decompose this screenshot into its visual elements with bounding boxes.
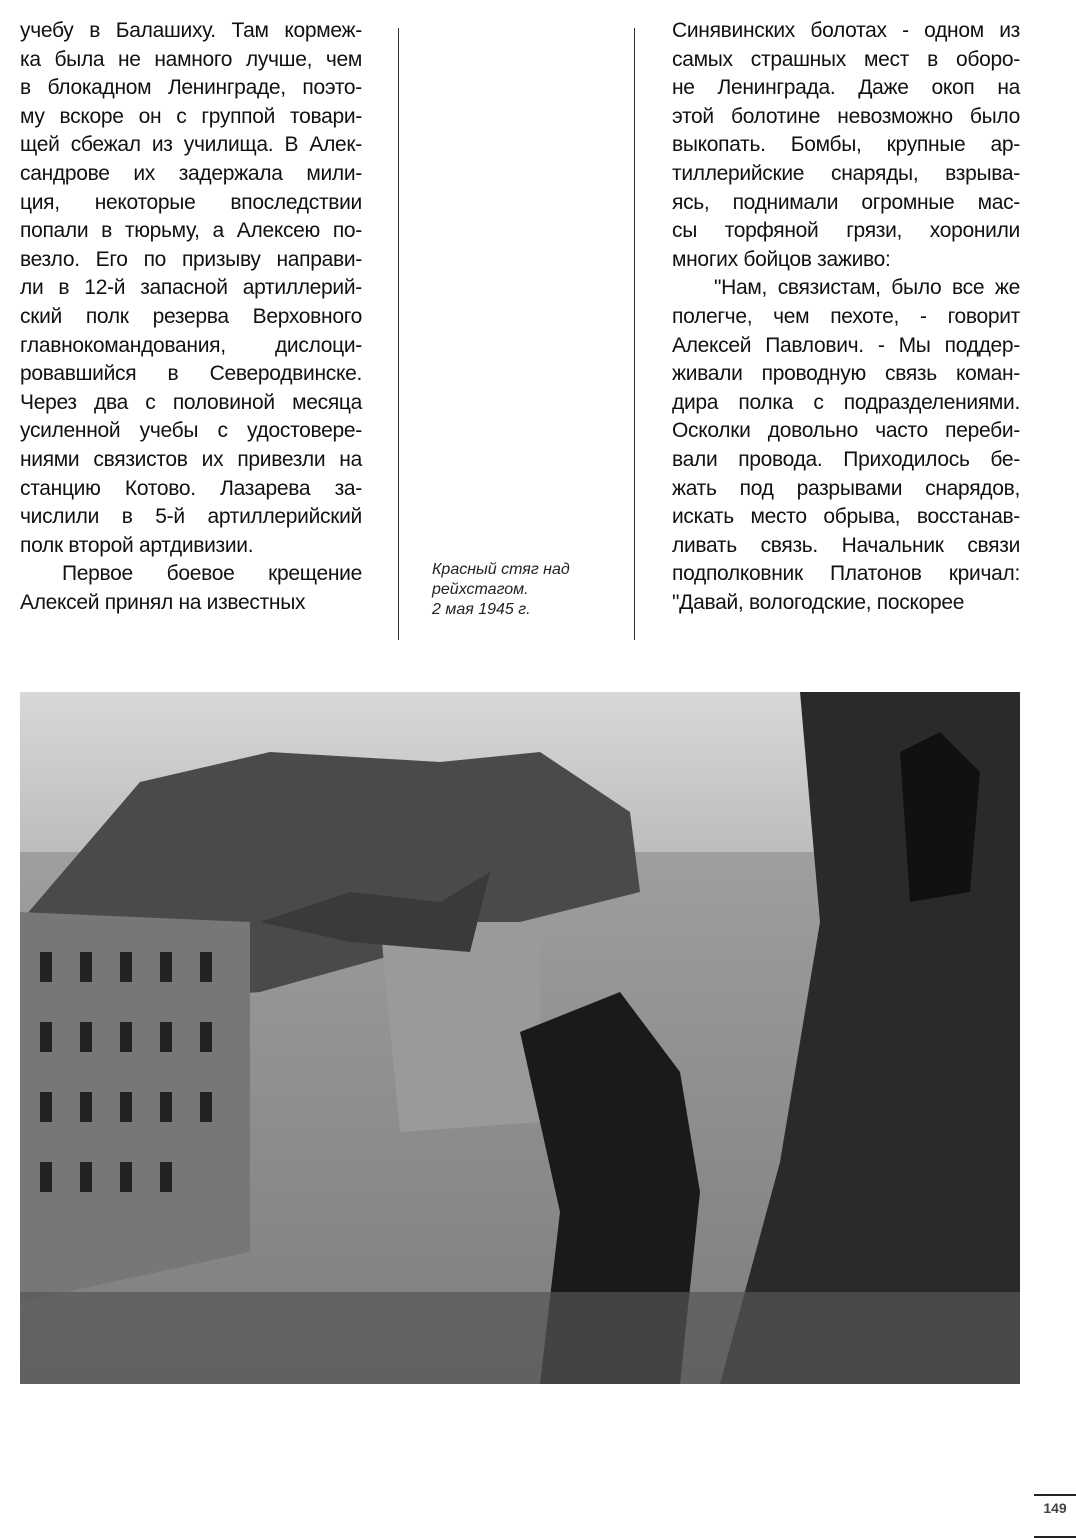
text-line: ский полк резерва Верховного [20,304,362,328]
text-line: ка была не намного лучше, чем [20,47,362,71]
text-line: ясь, поднимали огромные мас- [672,190,1020,214]
page-number-rule-top [1034,1494,1076,1496]
text-line: вали провода. Приходилось бе- [672,447,1020,471]
text-line: не Ленинграда. Даже окоп на [672,76,1020,100]
text-line: ция, некоторые впоследствии [20,190,362,214]
text-line: учебу в Балашиху. Там кормеж- [20,19,362,42]
text-line: искать место обрыва, восстанав- [672,505,1020,529]
text-line: полегче, чем пехоте, - говорит [672,304,1020,328]
text-line: жать под разрывами снарядов, [672,476,1020,500]
photo-caption [432,560,570,620]
text-line: подполковник Платонов кричал: [672,562,1020,586]
text-line: сы торфяной грязи, хоронили [672,219,1020,243]
text-line: сандрове их задержала мили- [20,161,362,185]
text-line: Осколки довольно часто переби- [672,419,1020,443]
text-line: усиленной учебы с удостовере- [20,419,362,443]
text-line: везло. Его по призыву направи- [20,247,362,271]
text-line: самых страшных мест в оборо- [672,47,1020,71]
text-line: Через два с половиной месяца [20,390,362,414]
text-line: ровавшийся в Северодвинске. [20,362,362,386]
text-line: ливать связь. Начальник связи [672,533,1020,557]
text-line: станцию Котово. Лазарева за- [20,476,362,500]
caption-line: Красный стяг над [432,561,570,578]
text-line: этой болотине невозможно было [672,104,1020,128]
column-divider-left [398,28,399,640]
text-line: "Давай, вологодские, поскорее [672,590,965,614]
page-number: 149 [1043,1500,1067,1516]
column-divider-right [634,28,635,640]
text-line: тиллерийские снаряды, взрыва- [672,161,1020,185]
left-text-column [20,17,362,617]
text-line: главнокомандования, дислоци- [20,333,362,357]
right-text-column [672,17,1020,617]
text-line: числили в 5-й артиллерийский [20,505,362,529]
text-line: Первое боевое крещение [62,562,362,586]
text-line: "Нам, связистам, было все же [714,276,1020,300]
text-line: му вскоре он с группой товари- [20,104,362,128]
text-line: ли в 12-й запасной артиллерий- [20,276,362,300]
text-line: многих бойцов заживо: [672,247,891,271]
text-line: полк второй артдивизии. [20,533,254,557]
text-line: дира полка с подразделениями. [672,390,1020,414]
text-line: щей сбежал из училища. В Алек- [20,133,362,157]
text-line: выкопать. Бомбы, крупные ар- [672,133,1020,157]
caption-line: рейхстагом. [432,581,529,598]
text-line: в блокадном Ленинграде, поэто- [20,76,362,100]
caption-line: 2 мая 1945 г. [432,601,531,618]
text-line: попали в тюрьму, а Алексею по- [20,219,362,243]
text-line: Алексей Павлович. - Мы поддер- [672,333,1020,357]
text-line: живали проводную связь коман- [672,362,1020,386]
text-line: Синявинских болотах - одном из [672,19,1020,42]
text-line: Алексей принял на известных [20,590,306,614]
reichstag-flag-photo [20,692,1020,1384]
text-line: ниями связистов их привезли на [20,447,362,471]
